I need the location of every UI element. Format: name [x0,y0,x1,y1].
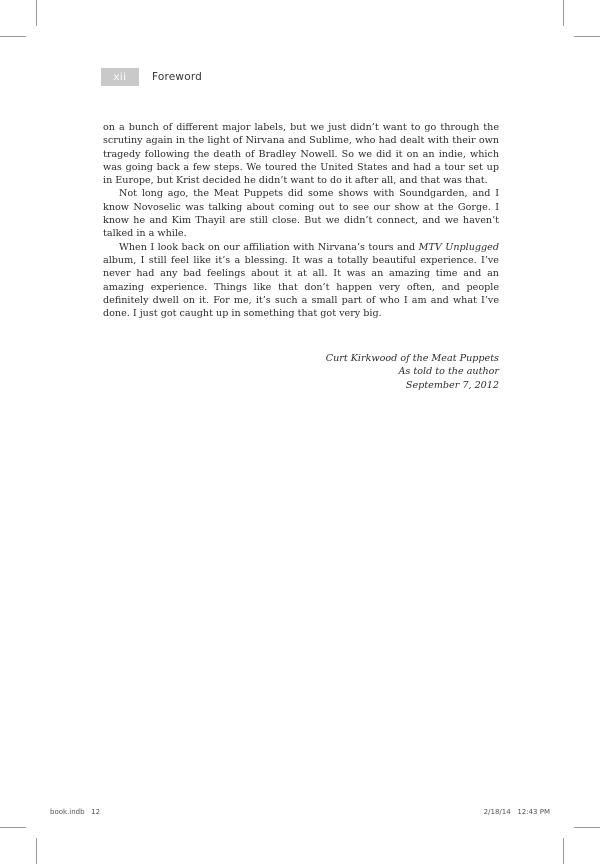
slug-datetime: 2/18/14 12:43 PM [483,808,550,816]
signature-date: September 7, 2012 [405,379,499,391]
signature-name: Curt Kirkwood of the Meat Puppets [325,353,499,364]
slug-filename: book.indb 12 [50,808,101,816]
paragraph: Not long ago, the Meat Puppets did some shows with Soundgarden, and I know Novoselic was talking about coming out to see our show at the Gorge. I know he and Kim Thayil are still close. But we didn’t connect, and we haven’t talked in a while. [103,188,499,240]
crop-mark [574,36,600,37]
paragraph: on a bunch of different major labels, but we just didn’t want to go through the scrutiny again in the light of Nirvana and Sublime, who had dealt with their own tragedy following the death of Bradley Nowell. So we did it on an indie, which was going back a few steps. We toured the United States and had a tour set up in Europe, but Krist decided he didn’t want to do it after all, and that was that. [103,122,499,187]
crop-mark [574,827,600,828]
crop-mark [36,0,37,26]
body-text [103,121,499,320]
crop-mark [36,838,37,864]
page-number: xii [101,68,139,86]
section-title: Foreword [152,71,203,83]
album-title: MTV Unplugged [418,241,499,253]
crop-mark [0,827,26,828]
paragraph [103,241,499,321]
crop-mark [563,0,564,26]
crop-mark [563,838,564,864]
crop-mark [0,36,26,37]
signature-credit: As told to the author [398,366,499,378]
paragraph-text: album, I still feel like it’s a blessing. It was a totally beautiful experience. I’ve never had any bad feelings about it at all. It was an amazing time and an amazing experience. Things like that don’t happen very often, and people definitely dwell on it. For me, it’s such a small part of who I am and what I’ve done. I just got caught up in something that got very big. [103,254,499,320]
signature-block [326,352,499,392]
running-header [101,68,202,86]
paragraph-text: When I look back on our affiliation with Nirvana’s tours and [119,241,419,253]
